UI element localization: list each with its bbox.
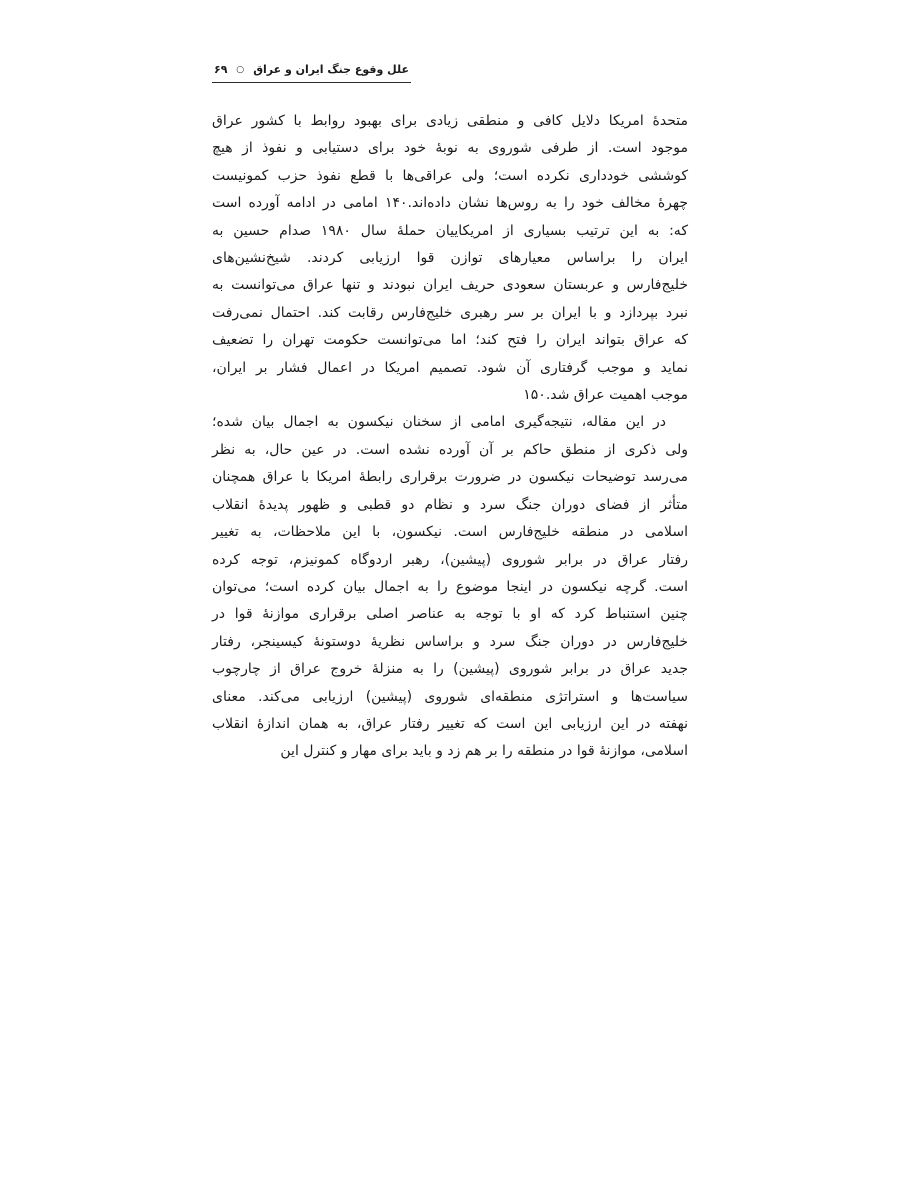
text-line: در این مقاله، نتیجه‌گیری امامی از سخنان نیکسون به اجمال بیان شده؛: [212, 414, 666, 431]
text-line: نماید و موجب گرفتاری آن شود. تصمیم امریکا در اعمال فشار بر ایران،: [212, 359, 688, 376]
text-line: اسلامی، موازنهٔ قوا در منطقه را بر هم زد و باید برای مهار و کنترل این: [280, 743, 688, 760]
text-line: کوششی خودداری نکرده است؛ ولی عراقی‌ها با قطع نفوذ حزب کمونیست: [212, 167, 688, 184]
text-line: خلیج‌فارس در دوران جنگ سرد و براساس نظریهٔ دوستونهٔ کیسینجر، رفتار: [212, 633, 688, 650]
text-line: نهفته در این ارزیابی این است که تغییر رفتار عراق، به همان اندازهٔ انقلاب: [212, 715, 688, 732]
text-line: جدید عراق در برابر شوروی (پیشین) را به منزلهٔ خروج عراق از چارچوب: [212, 661, 688, 678]
page-header: [212, 58, 688, 83]
running-head: [212, 63, 411, 83]
text-line: نبرد بپردازد و با ایران بر سر رهبری خلیج‌فارس رقابت کند. احتمال نمی‌رفت: [212, 304, 688, 321]
text-line: رفتار عراق در برابر شوروی (پیشین)، رهبر اردوگاه کمونیزم، توجه کرده: [212, 551, 688, 568]
paragraph: [212, 409, 688, 765]
text-line: چهرهٔ مخالف خود را به روس‌ها نشان داده‌اند.۱۴۰ امامی در ادامه آورده است: [212, 195, 688, 212]
page-number: ۶۹: [214, 63, 228, 76]
text-line: خلیج‌فارس و عربستان سعودی حریف ایران نبودند و تنها عراق می‌توانست به: [212, 277, 688, 294]
header-separator-icon: ○: [236, 65, 245, 75]
text-line: متحدهٔ امریکا دلایل کافی و منطقی زیادی برای بهبود روابط با کشور عراق: [212, 113, 688, 129]
text-line: سیاست‌ها و استراتژی منطقه‌ای شوروی (پیشین) ارزیابی می‌کند. معنای: [212, 688, 688, 705]
text-block: [212, 0, 688, 766]
paragraph: [212, 108, 688, 409]
chapter-title: علل وقوع جنگ ایران و عراق: [253, 63, 409, 76]
text-line: متأثر از فضای دوران جنگ سرد و نظام دو قطبی و ظهور پدیدهٔ انقلاب: [212, 496, 688, 513]
text-line: اسلامی در منطقه خلیج‌فارس است. نیکسون، با این ملاحظات، به تغییر: [212, 524, 688, 541]
text-line: که عراق بتواند ایران را فتح کند؛ اما می‌توانست حکومت تهران را تضعیف: [212, 332, 688, 349]
text-line: است. گرچه نیکسون در اینجا موضوع را به اجمال بیان کرده است؛ می‌توان: [212, 578, 688, 595]
text-line: چنین استنباط کرد که او با توجه به عناصر اصلی برقراری موازنهٔ قوا در: [212, 606, 688, 623]
text-line: می‌رسد توضیحات نیکسون در ضرورت برقراری رابطهٔ امریکا با عراق همچنان: [212, 469, 688, 486]
text-line: ولی ذکری از منطق حاکم بر آن آورده نشده است. در عین حال، به نظر: [212, 441, 688, 458]
page-body: [212, 108, 688, 766]
text-line: موجود است. از طرفی شوروی به نوبهٔ خود برای دستیابی و نفوذ از هیچ: [212, 140, 688, 157]
text-line: موجب اهمیت عراق شد.۱۵۰: [523, 387, 688, 404]
text-line: ایران را براساس معیارهای توازن قوا ارزیابی کردند. شیخ‌نشین‌های: [212, 250, 688, 267]
text-line: که: به این ترتیب بسیاری از امریکاییان حملهٔ سال ۱۹۸۰ صدام حسین به: [212, 222, 688, 239]
